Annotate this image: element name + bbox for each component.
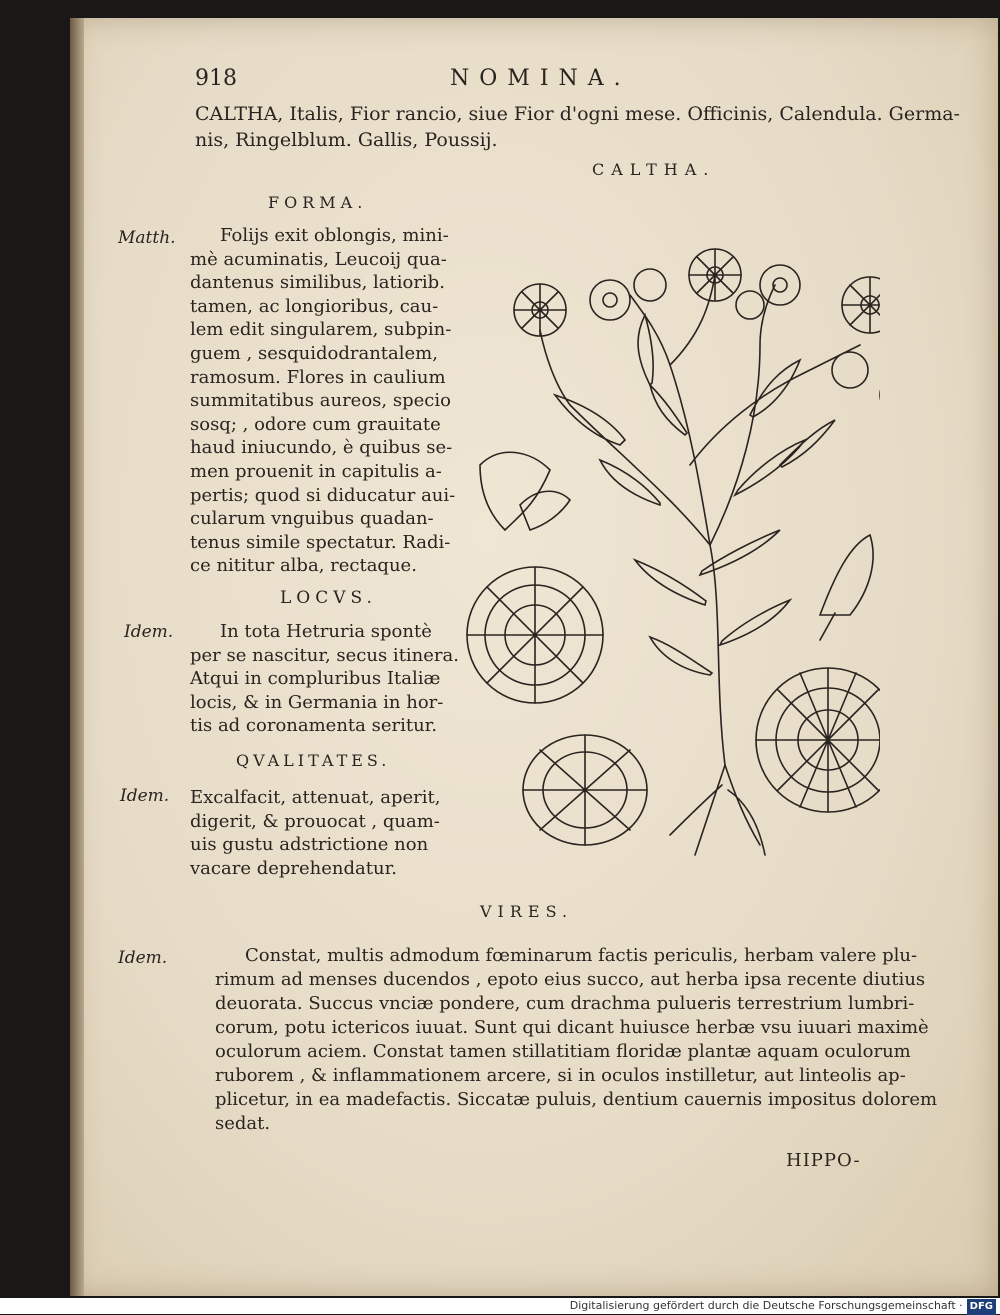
margin-note-idem: Idem. [120, 786, 170, 806]
caltha-woodcut-illustration [460, 245, 880, 865]
text-line: ramosum. Flores in caulium [190, 366, 446, 388]
text-line: In tota Hetruria spontè [220, 621, 432, 642]
text-line: ce nititur alba, rectaque. [190, 555, 417, 577]
text-line: sosq; , odore cum grauitate [190, 413, 441, 435]
text-line: tis ad coronamenta seritur. [190, 715, 438, 737]
text-line: Atqui in compluribus Italiæ [190, 668, 441, 690]
nomina-line-2: nis, Ringelblum. Gallis, Poussij. [195, 129, 498, 151]
text-line: Folijs exit oblongis, mini- [220, 225, 449, 246]
text-line: deuorata. Succus vnciæ pondere, cum drachma pulueris terrestrium lumbri- [215, 993, 915, 1014]
nomina-line-1: CALTHA, Italis, Fior rancio, siue Fior d'ogni mese. Officinis, Calendula. Germa- [195, 103, 960, 125]
text-line: dantenus similibus, latiorib. [190, 272, 445, 294]
text-line: sedat. [215, 1113, 271, 1134]
text-line: tamen, ac longioribus, cau- [190, 295, 439, 317]
text-line: mè acuminatis, Leucoij qua- [190, 248, 447, 270]
text-line: lem edit singularem, subpin- [190, 319, 452, 341]
forma-paragraph [190, 224, 455, 578]
margin-note-idem: Idem. [124, 622, 174, 642]
text-line: oculorum aciem. Constat tamen stillatitiam floridæ plantæ aquam oculorum [215, 1041, 911, 1062]
figure-title: CALTHA. [592, 160, 716, 179]
text-line: ruborem , & inflammationem arcere, si in oculos instilletur, aut linteolis ap- [215, 1065, 906, 1086]
page-number: 918 [195, 66, 237, 91]
margin-note-matth: Matth. [118, 228, 176, 248]
section-heading-vires: VIRES. [480, 902, 574, 921]
text-line: corum, potu ictericos iuuat. Sunt qui dicant huiusce herbæ vsu iuuari maximè [215, 1017, 929, 1038]
text-line: guem , sesquidodrantalem, [190, 342, 438, 364]
locus-paragraph [190, 620, 459, 738]
margin-note-idem: Idem. [118, 948, 168, 968]
section-heading-forma: FORMA. [268, 193, 368, 212]
text-line: per se nascitur, secus itinera. [190, 644, 459, 666]
text-line: Excalfacit, attenuat, aperit, [190, 787, 441, 808]
text-line: Constat, multis admodum fœminarum factis periculis, herbam valere plu- [245, 945, 918, 966]
text-line: haud iniucundo, è quibus se- [190, 437, 453, 459]
text-line: uis gustu adstrictione non [190, 834, 429, 856]
text-line: cularum vnguibus quadan- [190, 508, 434, 530]
catchword: HIPPO- [786, 1150, 861, 1171]
footer-credit-text: Digitalisierung gefördert durch die Deutsche Forschungsgemeinschaft · [569, 1299, 963, 1312]
text-line: digerit, & prouocat , quam- [190, 810, 440, 832]
text-line: pertis; quod si diducatur aui- [190, 484, 456, 506]
text-line: vacare deprehendatur. [190, 857, 397, 879]
dfg-logo: DFG [967, 1299, 996, 1315]
section-heading-qualitates: QVALITATES. [236, 751, 391, 770]
text-line: tenus simile spectatur. Radi- [190, 531, 451, 553]
text-line: plicetur, in ea madefactis. Siccatæ puluis, dentium cauernis impositus dolorem [215, 1089, 938, 1110]
text-line: men prouenit in capitulis a- [190, 460, 442, 482]
section-heading-locus: LOCVS. [280, 588, 377, 608]
running-head: NOMINA. [450, 66, 631, 91]
footer-credit-bar [0, 1298, 1000, 1314]
text-line: summitatibus aureos, specio [190, 390, 451, 412]
page-spine [70, 18, 84, 1296]
text-line: rimum ad menses ducendos , epoto eius succo, aut herba ipsa recente diutius [215, 969, 926, 990]
text-line: locis, & in Germania in hor- [190, 691, 444, 713]
vires-paragraph [215, 944, 937, 1136]
qualitates-paragraph [190, 786, 440, 880]
